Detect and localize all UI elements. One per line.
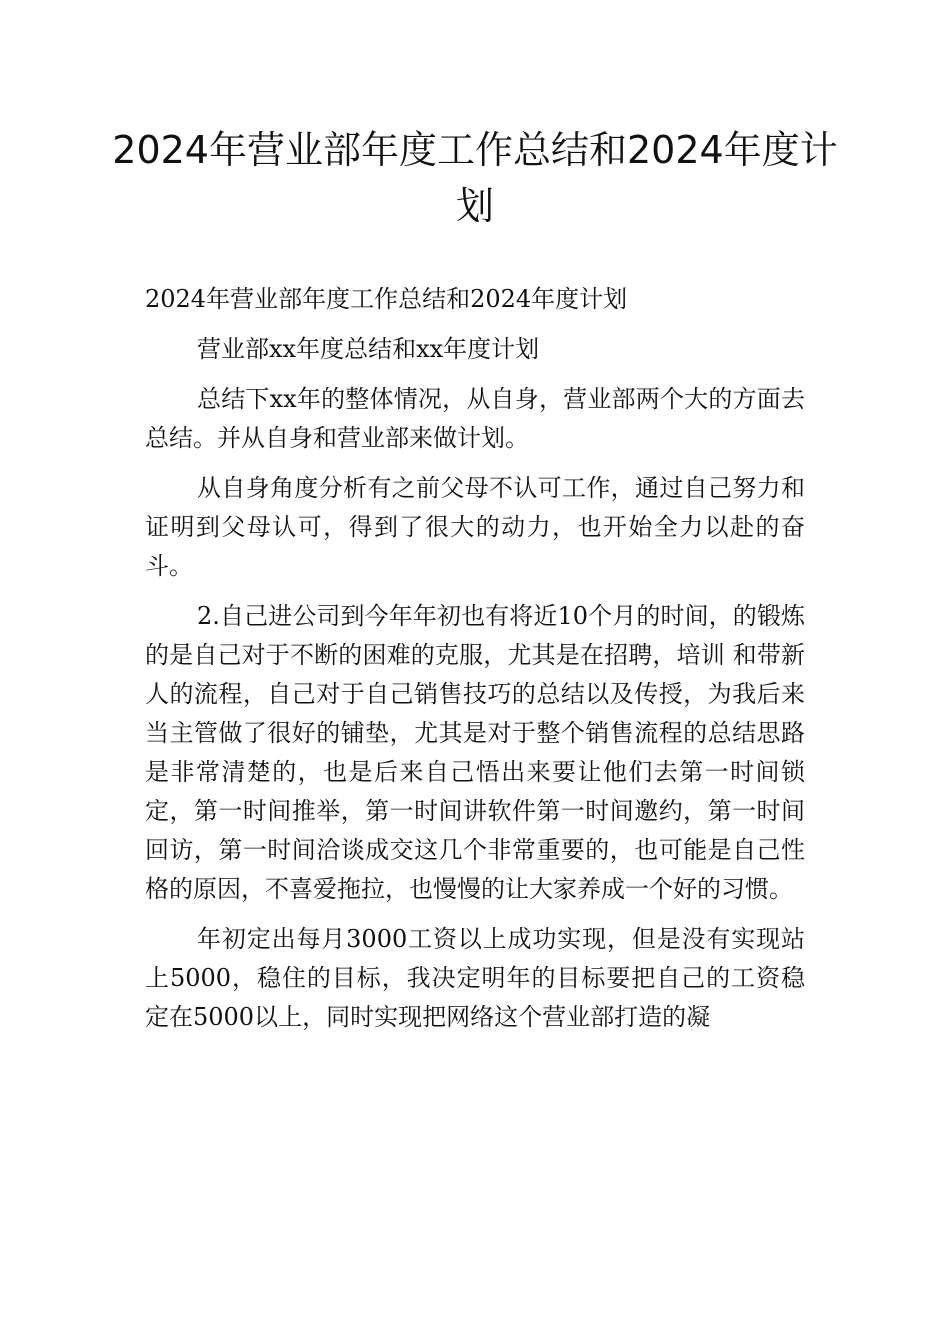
paragraph: 年初定出每月3000工资以上成功实现，但是没有实现站上5000，稳住的目标，我决定明年的目标要把自己的工资稳定在5000以上，同时实现把网络这个营业部打造的凝 [145, 925, 805, 1031]
document-title: 2024年营业部年度工作总结和2024年度计划 [112, 128, 838, 228]
paragraph-heading: 2024年营业部年度工作总结和2024年度计划 [145, 285, 628, 313]
paragraph: 从自身角度分析有之前父母不认可工作，通过自己努力和证明到父母认可，得到了很大的动力，也开始全力以赴的奋斗。 [145, 474, 805, 580]
paragraph: 总结下xx年的整体情况，从自身，营业部两个大的方面去总结。并从自身和营业部来做计划。 [145, 385, 805, 452]
document-body [145, 280, 805, 1048]
paragraph-subtitle: 营业部xx年度总结和xx年度计划 [197, 335, 540, 363]
paragraph: 2.自己进公司到今年年初也有将近10个月的时间，的锻炼的是自己对于不断的困难的克服，尤其是在招聘，培训 和带新人的流程，自己对于自己销售技巧的总结以及传授，为我后来当主管做了很好的铺垫，尤其是对于整个销售流程的总结思路是非常清楚的，也是后来自己悟出来要让他们去第一时间锁定，第一时间推举，第一时间讲软件第一时间邀约，第一时间回访，第一时间洽谈成交这几个非常重要的，也可能是自己性格的原因，不喜爱拖拉，也慢慢的让大家养成一个好的习惯。 [145, 602, 805, 903]
